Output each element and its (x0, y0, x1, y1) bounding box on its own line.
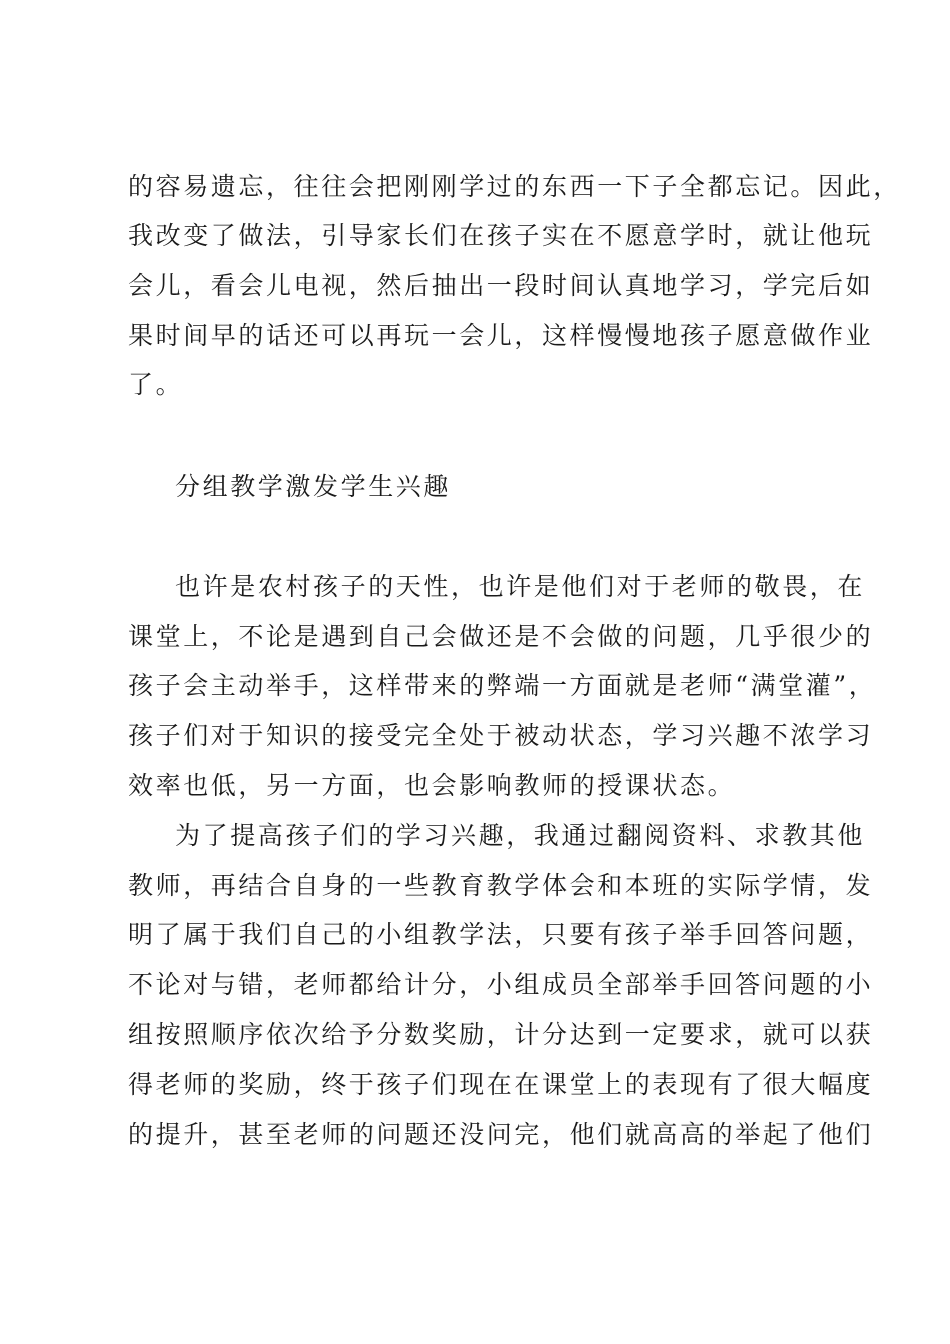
text-line: 效率也低，另一方面，也会影响教师的授课状态。 (128, 771, 736, 800)
text-line: 孩子会主动举手，这样带来的弊端一方面就是老师“满堂灌”， (128, 671, 877, 700)
text-line: 会儿，看会儿电视，然后抽出一段时间认真地学习，学完后如 (128, 271, 874, 300)
text-line: 也许是农村孩子的天性，也许是他们对于老师的敬畏，在 (175, 572, 866, 601)
text-line: 的提升，甚至老师的问题还没问完，他们就高高的举起了他们 (128, 1120, 874, 1149)
text-line: 果时间早的话还可以再玩一会儿，这样慢慢地孩子愿意做作业 (128, 321, 874, 350)
text-line: 我改变了做法，引导家长们在孩子实在不愿意学时，就让他玩 (128, 221, 874, 250)
text-line: 教师，再结合自身的一些教育教学体会和本班的实际学情，发 (128, 871, 874, 900)
text-line: 了。 (128, 370, 184, 399)
text-line: 为了提高孩子们的学习兴趣，我通过翻阅资料、求教其他 (175, 821, 866, 850)
text-line: 明了属于我们自己的小组教学法，只要有孩子举手回答问题， (128, 920, 874, 949)
text-line: 不论对与错，老师都给计分，小组成员全部举手回答问题的小 (128, 970, 874, 999)
text-line: 孩子们对于知识的接受完全处于被动状态，学习兴趣不浓学习 (128, 721, 874, 750)
section-heading: 分组教学激发学生兴趣 (175, 472, 452, 501)
text-line: 得老师的奖励，终于孩子们现在在课堂上的表现有了很大幅度 (128, 1070, 874, 1099)
text-line: 课堂上，不论是遇到自己会做还是不会做的问题，几乎很少的 (128, 622, 874, 651)
text-line: 的容易遗忘，往往会把刚刚学过的东西一下子全都忘记。因此， (128, 172, 901, 201)
text-line: 组按照顺序依次给予分数奖励，计分达到一定要求，就可以获 (128, 1020, 874, 1049)
